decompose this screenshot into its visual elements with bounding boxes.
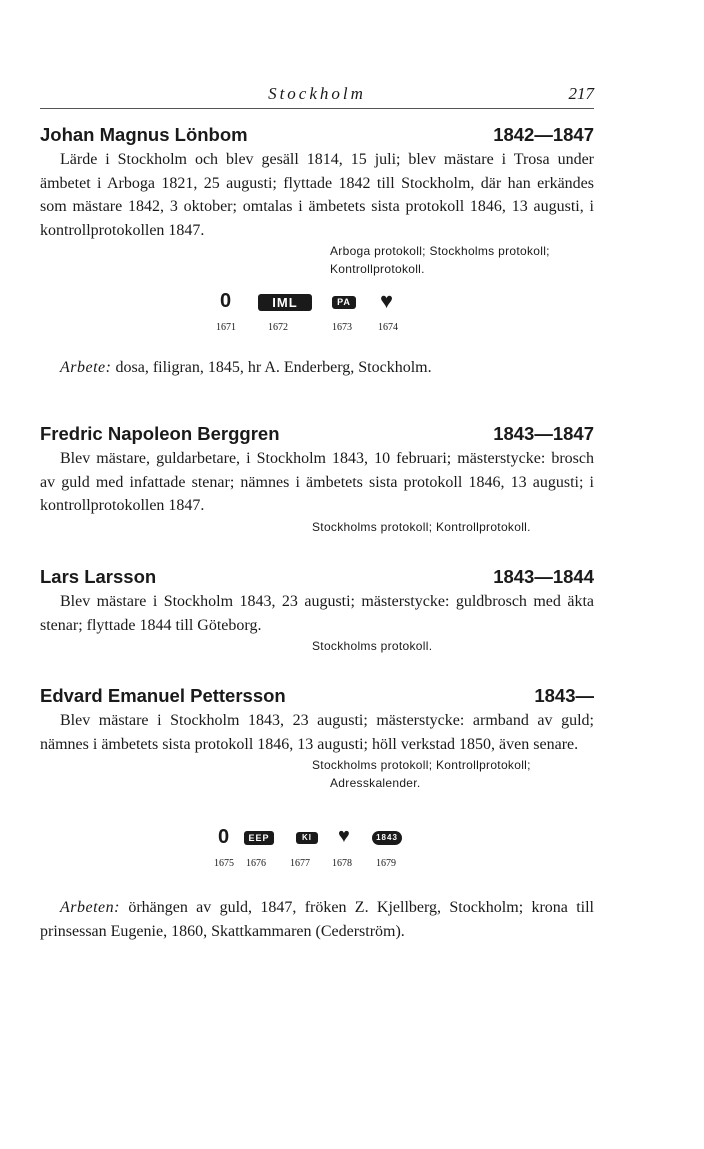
entry-text: Blev mästare i Stockholm 1843, 23 augusti; mästerstycke: armband av guld; nämnes i ämbetets sista protokoll 1846, 13 augusti; höll verkstad 1850, även senare. bbox=[40, 712, 594, 753]
heart-icon: ♥ bbox=[380, 288, 394, 313]
entry-years: 1843—1844 bbox=[493, 566, 594, 587]
hallmark-icon: KI bbox=[296, 832, 318, 844]
entry-text: Blev mästare, guldarbetare, i Stockholm 1843, 10 februari; mästerstycke: brosch av guld med infattade stenar; nämnes i ämbetets sista protokoll 1846, 13 augusti; i kontrollprotokollen 1847. bbox=[40, 450, 594, 514]
entry-source: Stockholms protokoll; Kontrollprotokoll; bbox=[312, 758, 531, 772]
hallmark-icon: 0 bbox=[218, 826, 230, 848]
entry-heading bbox=[40, 122, 594, 148]
entry-source: Adresskalender. bbox=[330, 776, 421, 790]
header-rule bbox=[40, 108, 594, 109]
hallmark-icon: 0 bbox=[220, 290, 232, 312]
entry-source: Stockholms protokoll. bbox=[312, 639, 433, 653]
hallmark-icon: 1843 bbox=[372, 831, 402, 845]
mark-number: 1678 bbox=[332, 858, 352, 869]
work-label: Arbeten: bbox=[60, 899, 120, 916]
entry-years: 1843— bbox=[534, 685, 594, 706]
entry-heading bbox=[40, 421, 594, 447]
entry-source: Kontrollprotokoll. bbox=[330, 262, 425, 276]
mark-number: 1677 bbox=[290, 858, 310, 869]
entry-years: 1843—1847 bbox=[493, 423, 594, 444]
page-header bbox=[40, 84, 594, 106]
entry-text: Blev mästare i Stockholm 1843, 23 augusti; mästerstycke: guldbrosch med äkta stenar; flyttade 1844 till Göteborg. bbox=[40, 593, 594, 634]
mark-number: 1676 bbox=[246, 858, 266, 869]
running-title: Stockholm bbox=[268, 84, 366, 103]
page-number: 217 bbox=[568, 84, 594, 103]
mark-number: 1674 bbox=[378, 322, 398, 333]
heart-icon: ♥ bbox=[338, 825, 350, 847]
entry-pettersson bbox=[40, 683, 594, 792]
work-label: Arbete: bbox=[60, 359, 112, 376]
entry-heading bbox=[40, 564, 594, 590]
entry-source: Arboga protokoll; Stockholms protokoll; bbox=[330, 244, 550, 258]
hallmarks-lonbom bbox=[216, 288, 440, 336]
work-text: örhängen av guld, 1847, fröken Z. Kjellberg, Stockholm; krona till prinsessan Eugenie, 1860, Skattkammaren (Cederström). bbox=[40, 899, 594, 940]
entry-name: Johan Magnus Lönbom bbox=[40, 124, 248, 145]
entry-name: Fredric Napoleon Berggren bbox=[40, 423, 280, 444]
entry-larsson bbox=[40, 564, 594, 655]
entry-lonbom bbox=[40, 122, 594, 278]
entry-text: Lärde i Stockholm och blev gesäll 1814, 15 juli; blev mästare i Trosa under ämbetet i Arboga 1821, 25 augusti; flyttade 1842 till Stockholm, där han erkändes som mästare 1842, 3 oktober; omtalas i ämbetets sista protokoll 1846, 13 augusti, i kontrollprotokollen 1847. bbox=[40, 151, 594, 239]
mark-number: 1673 bbox=[332, 322, 352, 333]
mark-number: 1675 bbox=[214, 858, 234, 869]
entry-name: Edvard Emanuel Pettersson bbox=[40, 685, 286, 706]
work-note bbox=[40, 896, 594, 943]
mark-number: 1679 bbox=[376, 858, 396, 869]
work-note bbox=[40, 356, 594, 380]
hallmark-icon: IML bbox=[258, 294, 312, 311]
entry-heading bbox=[40, 683, 594, 709]
mark-number: 1671 bbox=[216, 322, 236, 333]
entry-source: Stockholms protokoll; Kontrollprotokoll. bbox=[312, 519, 531, 534]
entry-name: Lars Larsson bbox=[40, 566, 157, 587]
hallmark-icon: PA bbox=[332, 296, 356, 309]
work-text: dosa, filigran, 1845, hr A. Enderberg, Stockholm. bbox=[115, 359, 432, 376]
hallmarks-pettersson bbox=[214, 825, 418, 872]
mark-number: 1672 bbox=[268, 322, 288, 333]
entry-berggren bbox=[40, 421, 594, 536]
hallmark-icon: EEP bbox=[244, 831, 274, 845]
entry-years: 1842—1847 bbox=[493, 124, 594, 145]
